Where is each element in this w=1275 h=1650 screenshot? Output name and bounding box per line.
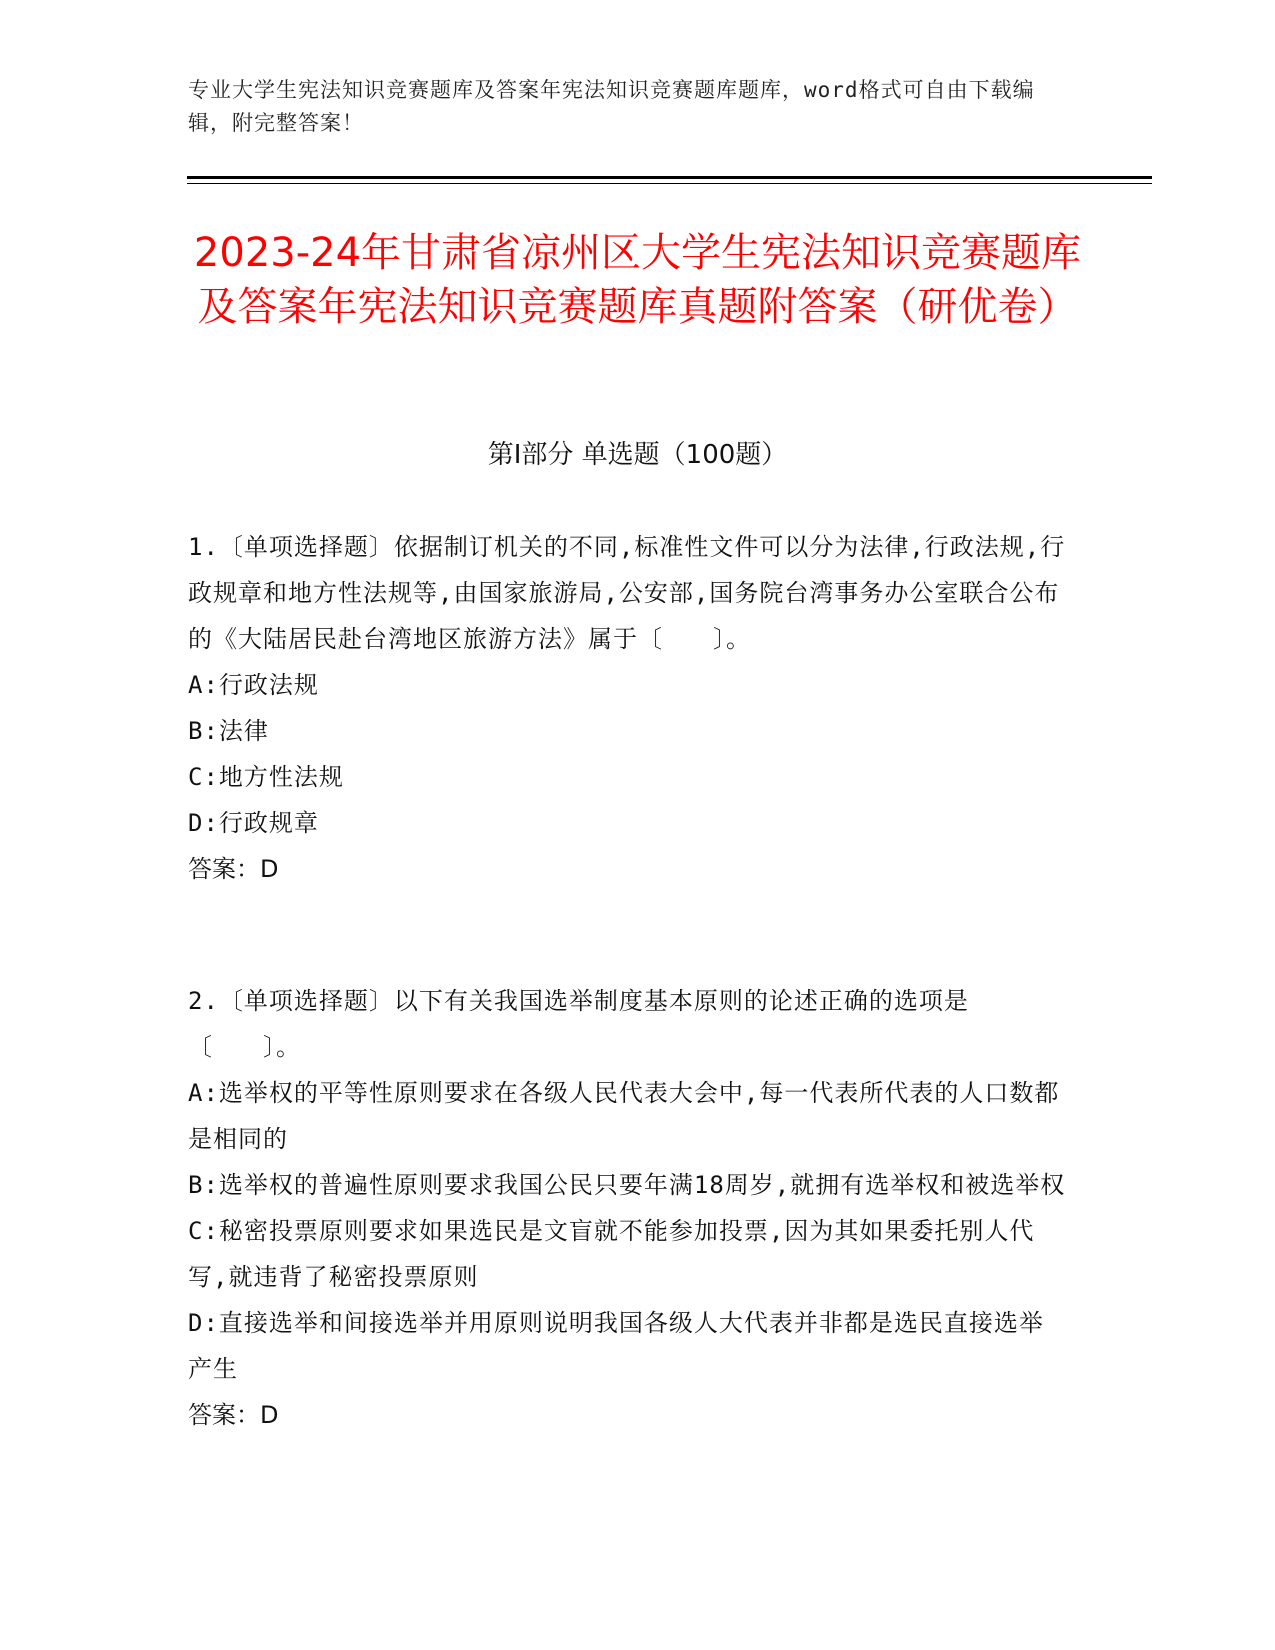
question-2 — [188, 978, 1068, 1438]
option-b: B:法律 — [188, 717, 269, 745]
option-d: D:行政规章 — [188, 809, 319, 837]
option-c: C:秘密投票原则要求如果选民是文盲就不能参加投票,因为其如果委托别人代写,就违背了秘密投票原则 — [188, 1217, 1035, 1291]
question-text: 2.〔单项选择题〕以下有关我国选举制度基本原则的论述正确的选项是〔 〕。 — [188, 987, 969, 1061]
section-heading: 第Ⅰ部分 单选题（100题） — [487, 440, 788, 470]
option-a: A:选举权的平等性原则要求在各级人民代表大会中,每一代表所代表的人口数都是相同的 — [188, 1079, 1060, 1153]
option-a: A:行政法规 — [188, 671, 319, 699]
header-rule-thick — [187, 176, 1152, 179]
option-c: C:地方性法规 — [188, 763, 344, 791]
answer-line: 答案：D — [188, 855, 279, 883]
answer-line: 答案：D — [188, 1401, 279, 1429]
question-1 — [188, 524, 1068, 892]
document-title: 2023-24年甘肃省凉州区大学生宪法知识竞赛题库及答案年宪法知识竞赛题库真题附答案（研优卷） — [193, 230, 1082, 330]
option-d: D:直接选举和间接选举并用原则说明我国各级人大代表并非都是选民直接选举产生 — [188, 1309, 1044, 1383]
option-b: B:选举权的普遍性原则要求我国公民只要年满18周岁,就拥有选举权和被选举权 — [188, 1171, 1066, 1199]
question-text: 1.〔单项选择题〕依据制订机关的不同,标准性文件可以分为法律,行政法规,行政规章和地方性法规等,由国家旅游局,公安部,国务院台湾事务办公室联合公布的《大陆居民赴台湾地区旅游方法》属于〔 〕。 — [188, 533, 1066, 653]
header-rule-thin — [187, 183, 1152, 184]
header-note: 专业大学生宪法知识竞赛题库及答案年宪法知识竞赛题库题库，word格式可自由下载编辑，附完整答案！ — [188, 78, 1035, 135]
